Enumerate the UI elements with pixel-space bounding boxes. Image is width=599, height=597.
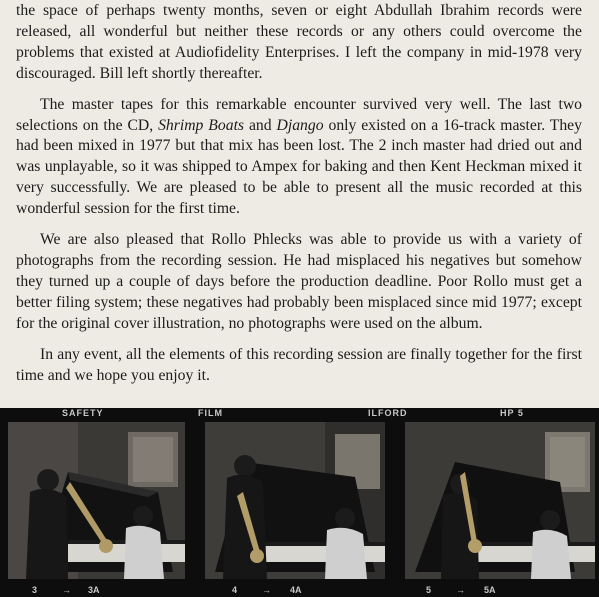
frame-arrow: →: [262, 585, 271, 595]
liner-notes-text: [16, 0, 582, 396]
film-edge-label: SAFETY: [62, 408, 104, 418]
film-edge-label: ILFORD: [368, 408, 408, 418]
paragraph-1: the space of perhaps twenty months, seven or eight Abdullah Ibrahim records were released, all wonderful but neither these records or any others could overcome the problems that existed at Audiofidelity Enterprises. I left the company in mid-1978 very discouraged. Bill left shortly thereafter.: [16, 2, 582, 82]
frame-number: 4: [232, 585, 238, 595]
frame-number: 5A: [484, 585, 496, 595]
photo-frame-4: [205, 422, 385, 579]
frame-arrow: →: [62, 585, 71, 595]
paragraph-3: We are also pleased that Rollo Phlecks was able to provide us with a variety of photographs from the recording session. He had misplaced his negatives but somehow they turned up a couple of days before the production deadline. Poor Rollo must get a better filing system; these negatives had probably been misplaced since mid 1977; except for the original cover illustration, no photographs were used on the album.: [16, 231, 582, 332]
session-photo-saxophone-piano: [205, 422, 385, 579]
frame-arrow: →: [456, 585, 465, 595]
paragraph-2-and: and: [244, 116, 277, 134]
paragraph-2-rest: only existed on a 16-track master. They had been mixed in 1977 but that mix has been lost. The 2 inch master had dried out and was unplayable, so it was shipped to Ampex for baking and then Kent Heckman mixed it very successfully. We are pleased to be able to present all the music recorded at this wonderful session for the first time.: [16, 116, 582, 218]
title-django: Django: [276, 116, 324, 134]
frame-number: 4A: [290, 585, 302, 595]
film-edge-label: FILM: [198, 408, 223, 418]
frame-number: 3A: [88, 585, 100, 595]
paragraph-2: [16, 95, 582, 220]
photo-frame-5: [405, 422, 595, 579]
frame-number: 3: [32, 585, 38, 595]
photo-frame-3: [8, 422, 185, 579]
frame-number: 5: [426, 585, 432, 595]
paragraph-2-lead: The master tapes for this remarkable encounter survived very well. The last two selections on the CD,: [16, 95, 582, 134]
paragraph-4: In any event, all the elements of this recording session are finally together for the first time and we hope you enjoy it.: [16, 345, 582, 384]
contact-sheet-filmstrip: [0, 408, 599, 597]
session-photo-saxophone-piano: [405, 422, 595, 579]
session-photo-saxophone-piano: [8, 422, 185, 579]
title-shrimp-boats: Shrimp Boats: [158, 116, 245, 134]
film-edge-label: HP 5: [500, 408, 524, 418]
